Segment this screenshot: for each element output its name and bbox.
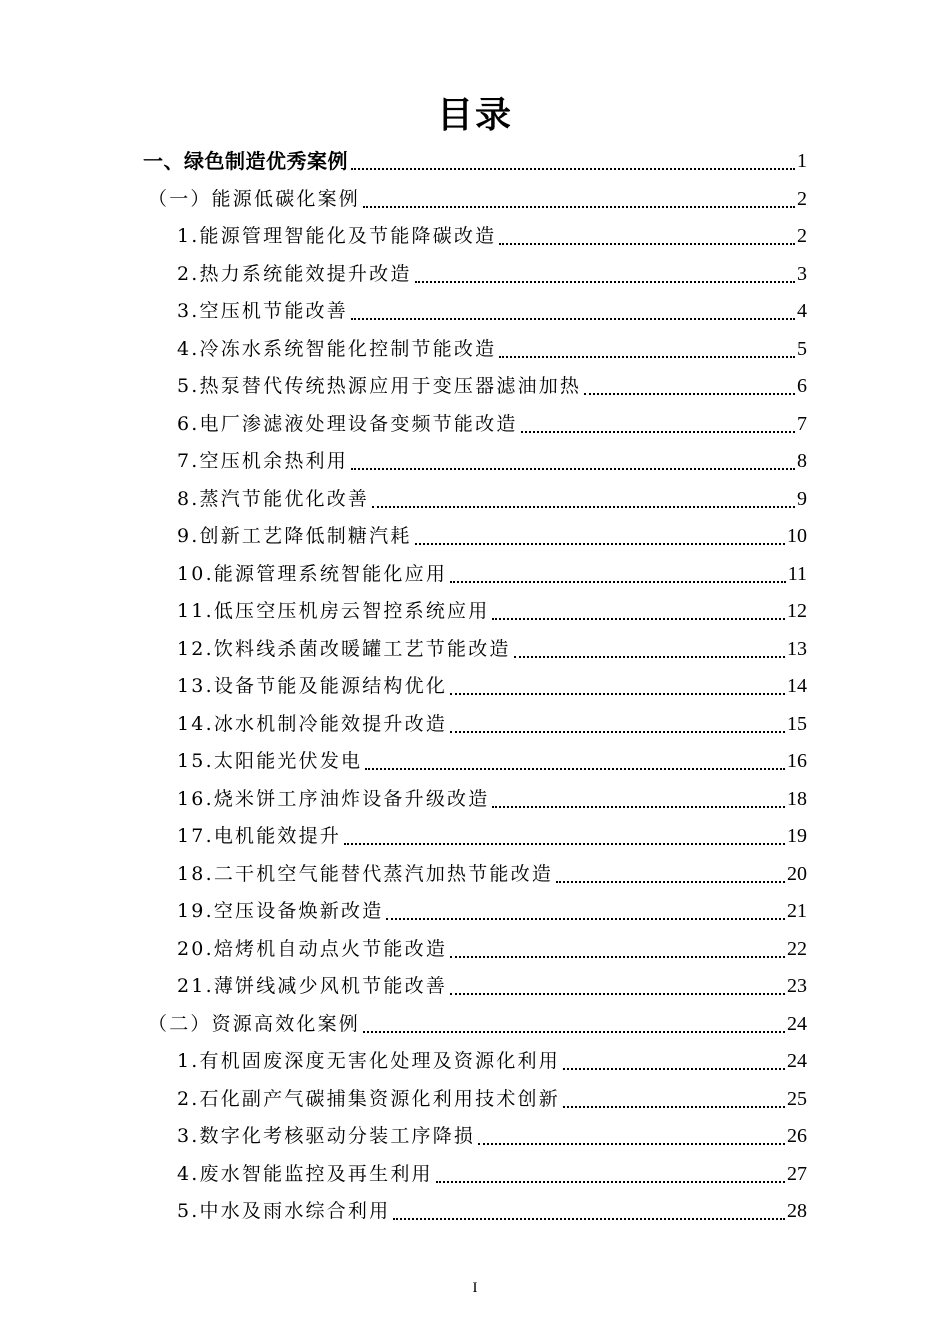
dot-leader <box>393 1193 785 1229</box>
toc-entry-page-number: 26 <box>787 1125 807 1147</box>
dot-leader <box>584 368 795 404</box>
toc-entry-page-number: 2 <box>797 225 807 247</box>
dot-leader <box>521 406 795 442</box>
dot-leader <box>492 781 785 817</box>
toc-entry[interactable] <box>177 1118 807 1154</box>
toc-entry-page-number: 27 <box>787 1162 807 1185</box>
toc-entry-title: 3.空压机节能改善 <box>177 300 348 322</box>
toc-entry-page-number: 4 <box>797 300 807 322</box>
dot-leader <box>563 1043 785 1079</box>
dot-leader <box>499 331 795 367</box>
toc-section-heading[interactable] <box>143 143 807 179</box>
dot-leader <box>450 668 785 704</box>
toc-entry-title: 4.废水智能监控及再生利用 <box>177 1162 433 1185</box>
toc-entry-title: 7.空压机余热利用 <box>177 450 348 472</box>
toc-entry[interactable] <box>177 781 807 817</box>
page-number: I <box>472 1280 478 1296</box>
toc-entry-title: 2.热力系统能效提升改造 <box>177 262 412 285</box>
toc-entry-page-number: 3 <box>797 262 807 285</box>
toc-entry-title: 5.中水及雨水综合利用 <box>177 1200 391 1222</box>
dot-leader <box>365 743 785 779</box>
dot-leader <box>450 556 786 592</box>
toc-entry[interactable] <box>177 1193 807 1229</box>
toc-entry-page-number: 1 <box>797 150 807 172</box>
dot-leader <box>415 518 785 554</box>
toc-entry-title: 3.数字化考核驱动分装工序降损 <box>177 1125 476 1147</box>
toc-entry[interactable] <box>177 406 807 442</box>
toc-entry-page-number: 6 <box>797 375 807 397</box>
dot-leader <box>450 968 785 1004</box>
toc-entry-title: 1.能源管理智能化及节能降碳改造 <box>177 225 497 247</box>
toc-entry[interactable] <box>177 218 807 254</box>
dot-leader <box>351 143 795 179</box>
toc-entry[interactable] <box>177 706 807 742</box>
dot-leader <box>363 181 795 217</box>
toc-entry-page-number: 19 <box>787 825 807 847</box>
toc-entry-page-number: 24 <box>787 1050 807 1072</box>
toc-entry[interactable] <box>177 1043 807 1079</box>
toc-entry-title: （一）能源低碳化案例 <box>148 187 361 210</box>
toc-entry-page-number: 28 <box>787 1200 807 1222</box>
toc-entry-title: 2.石化副产气碳捕集资源化利用技术创新 <box>177 1087 560 1110</box>
toc-entry[interactable] <box>177 931 807 967</box>
dot-leader <box>514 631 785 667</box>
toc-entry-page-number: 11 <box>787 562 807 585</box>
page-title: 目录 <box>436 95 513 136</box>
toc-entry-page-number: 16 <box>787 750 807 772</box>
toc-entry-title: 21.薄饼线减少风机节能改善 <box>177 975 448 997</box>
toc-entry[interactable] <box>177 256 807 292</box>
toc-entry-title: 5.热泵替代传统热源应用于变压器滤油加热 <box>177 375 582 397</box>
toc-entry-title: 8.蒸汽节能优化改善 <box>177 487 370 510</box>
toc-entry-title: 4.冷冻水系统智能化控制节能改造 <box>177 337 497 360</box>
toc-entry-title: （二）资源高效化案例 <box>148 1012 361 1035</box>
toc-entry-page-number: 14 <box>787 675 807 697</box>
toc-entry-page-number: 13 <box>787 637 807 660</box>
dot-leader <box>363 1006 785 1042</box>
toc-entry-title: 13.设备节能及能源结构优化 <box>177 675 448 697</box>
dot-leader <box>372 481 795 517</box>
toc-entry-page-number: 8 <box>797 450 807 472</box>
toc-entry[interactable] <box>177 593 807 629</box>
dot-leader <box>450 931 785 967</box>
toc-entry[interactable] <box>177 293 807 329</box>
toc-entry-page-number: 9 <box>797 487 807 510</box>
toc-entry-title: 12.饮料线杀菌改暖罐工艺节能改造 <box>177 637 511 660</box>
toc-entry-title: 6.电厂渗滤液处理设备变频节能改造 <box>177 412 518 435</box>
dot-leader <box>450 706 785 742</box>
toc-subsection-heading[interactable] <box>148 181 807 217</box>
toc-entry-page-number: 2 <box>797 187 807 210</box>
toc-entry-page-number: 25 <box>787 1087 807 1110</box>
dot-leader <box>344 818 785 854</box>
toc-entry-title: 11.低压空压机房云智控系统应用 <box>177 600 490 622</box>
toc-entry[interactable] <box>177 856 807 892</box>
toc-entry-page-number: 20 <box>787 862 807 885</box>
toc-entry-page-number: 10 <box>787 525 807 547</box>
dot-leader <box>351 293 795 329</box>
dot-leader <box>415 256 795 292</box>
toc-subsection-heading[interactable] <box>148 1006 807 1042</box>
toc-entry[interactable] <box>177 668 807 704</box>
toc-entry-page-number: 12 <box>787 600 807 622</box>
toc-entry-title: 20.焙烤机自动点火节能改造 <box>177 937 448 960</box>
toc-entry-title: 1.有机固废深度无害化处理及资源化利用 <box>177 1050 560 1072</box>
dot-leader <box>499 218 795 254</box>
toc-entry-page-number: 24 <box>787 1012 807 1035</box>
dot-leader <box>351 443 795 479</box>
toc-entry-page-number: 7 <box>797 412 807 435</box>
dot-leader <box>386 893 785 929</box>
dot-leader <box>492 593 785 629</box>
toc-entry[interactable] <box>177 968 807 1004</box>
dot-leader <box>556 856 785 892</box>
toc-entry-page-number: 23 <box>787 975 807 997</box>
toc-entry[interactable] <box>177 481 807 517</box>
toc-entry-title: 16.烧米饼工序油炸设备升级改造 <box>177 787 490 810</box>
toc-entry-page-number: 21 <box>787 900 807 922</box>
toc-entry[interactable] <box>177 331 807 367</box>
toc-entry-page-number: 22 <box>787 937 807 960</box>
toc-entry-page-number: 15 <box>787 712 807 735</box>
toc-entry-title: 9.创新工艺降低制糖汽耗 <box>177 525 412 547</box>
toc-entry[interactable] <box>177 443 807 479</box>
toc-entry-page-number: 18 <box>787 787 807 810</box>
toc-entry-title: 19.空压设备焕新改造 <box>177 900 384 922</box>
toc-entry[interactable] <box>177 1156 807 1192</box>
dot-leader <box>563 1081 785 1117</box>
dot-leader <box>478 1118 785 1154</box>
toc-entry-page-number: 5 <box>797 337 807 360</box>
toc-entry[interactable] <box>177 893 807 929</box>
toc-entry[interactable] <box>177 631 807 667</box>
toc-entry-title: 14.冰水机制冷能效提升改造 <box>177 712 448 735</box>
toc-entry[interactable] <box>177 518 807 554</box>
toc-entry-title: 18.二干机空气能替代蒸汽加热节能改造 <box>177 862 554 885</box>
toc-entry[interactable] <box>177 1081 807 1117</box>
toc-entry-title: 一、绿色制造优秀案例 <box>143 149 348 173</box>
toc-entry-title: 10.能源管理系统智能化应用 <box>177 562 448 585</box>
toc-entry[interactable] <box>177 556 807 592</box>
toc-entry-title: 17.电机能效提升 <box>177 825 342 847</box>
toc-entry[interactable] <box>177 818 807 854</box>
toc-entry-title: 15.太阳能光伏发电 <box>177 750 363 772</box>
dot-leader <box>436 1156 785 1192</box>
toc-entry[interactable] <box>177 743 807 779</box>
toc-entry[interactable] <box>177 368 807 404</box>
